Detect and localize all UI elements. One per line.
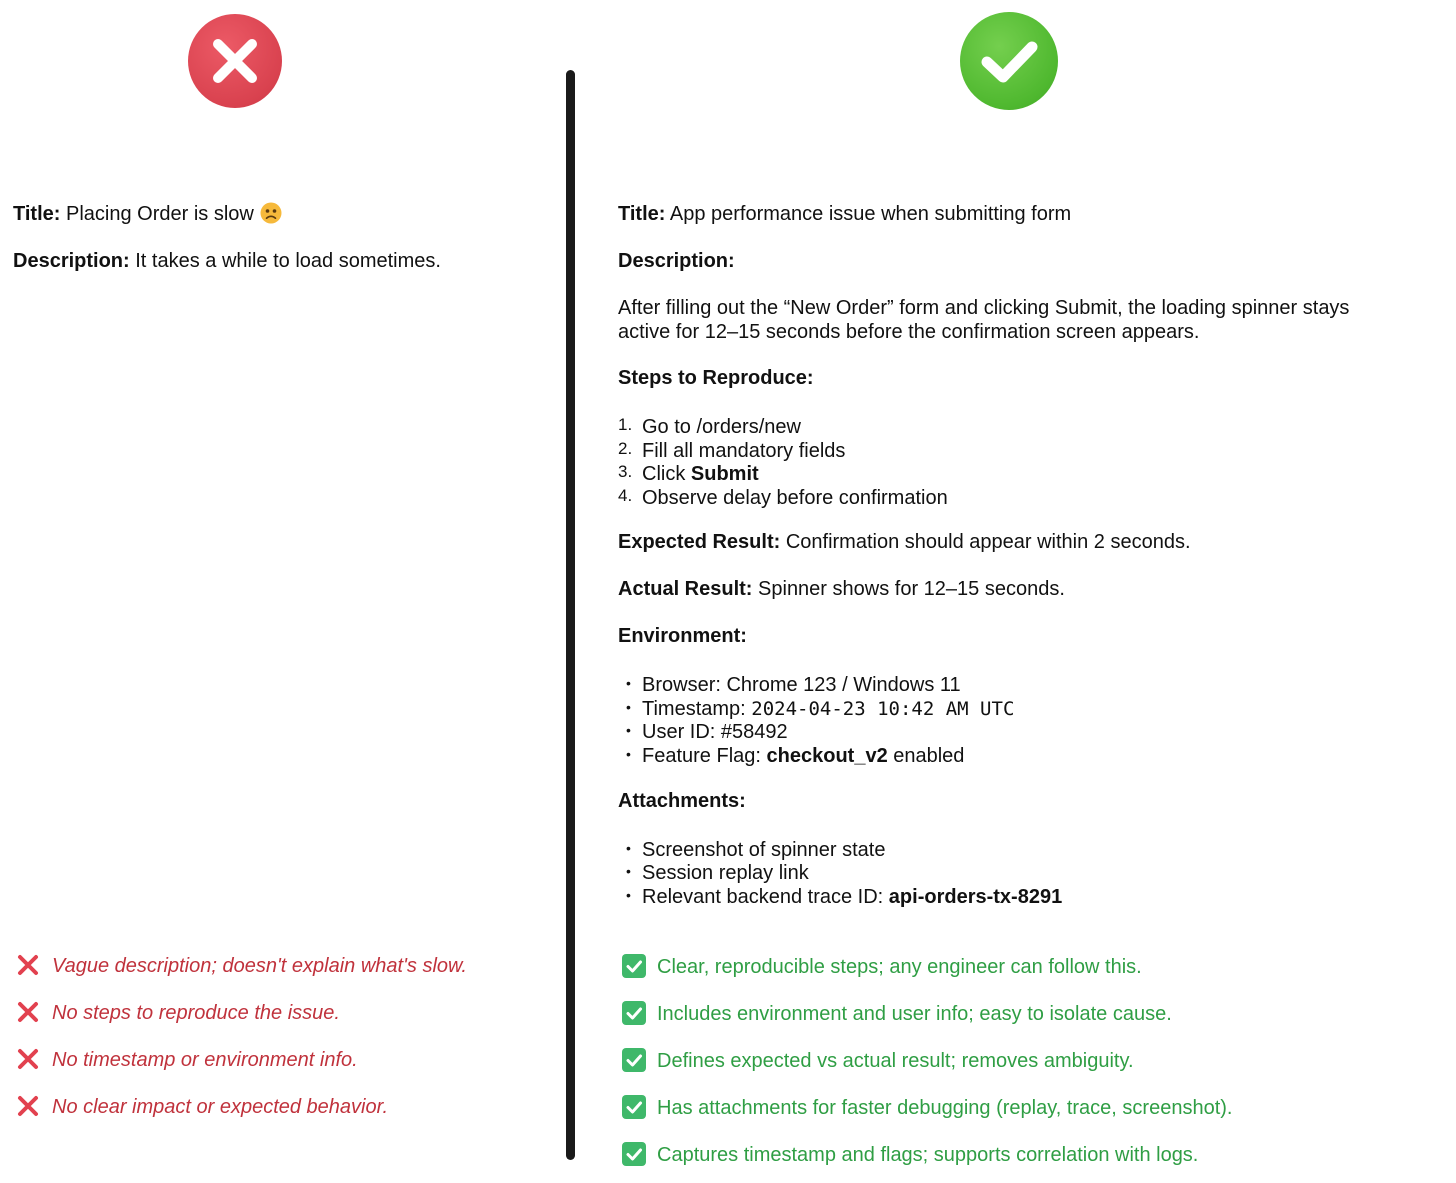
cross-circle-icon bbox=[188, 14, 282, 108]
environment-item: • Feature Flag: checkout_v2 enabled bbox=[626, 745, 965, 767]
steps-heading: Steps to Reproduce: bbox=[618, 367, 814, 389]
red-x-icon bbox=[16, 1000, 40, 1024]
bad-report-description: Description: It takes a while to load sometimes. bbox=[13, 250, 441, 272]
step-item: 4. Observe delay before confirmation bbox=[618, 486, 948, 509]
green-check-box-icon bbox=[622, 954, 646, 978]
green-check-box-icon bbox=[622, 1048, 646, 1072]
good-report-title: Title: App performance issue when submitting form bbox=[618, 203, 1072, 225]
environment-item: • Browser: Chrome 123 / Windows 11 bbox=[626, 674, 961, 696]
benefit-item: Captures timestamp and flags; supports correlation with logs. bbox=[622, 1142, 1198, 1168]
bad-report-title: Title: Placing Order is slow bbox=[13, 202, 282, 226]
red-x-icon bbox=[16, 1094, 40, 1118]
step-item: 2. Fill all mandatory fields bbox=[618, 439, 846, 462]
attachment-item: • Relevant backend trace ID: api-orders-tx-8291 bbox=[626, 886, 1063, 908]
environment-item: • Timestamp: 2024-04-23 10:42 AM UTC bbox=[626, 698, 1015, 720]
attachment-item: • Session replay link bbox=[626, 862, 809, 884]
green-check-box-icon bbox=[622, 1095, 646, 1119]
step-item: 1. Go to /orders/new bbox=[618, 415, 801, 438]
environment-item: • User ID: #58492 bbox=[626, 721, 788, 743]
red-x-icon bbox=[16, 953, 40, 977]
benefit-item: Defines expected vs actual result; removes ambiguity. bbox=[622, 1048, 1134, 1074]
issue-item: No steps to reproduce the issue. bbox=[16, 1000, 340, 1026]
check-circle-icon bbox=[960, 12, 1058, 110]
attachments-heading: Attachments: bbox=[618, 790, 746, 812]
benefit-item: Includes environment and user info; easy to isolate cause. bbox=[622, 1001, 1172, 1027]
issue-item: No clear impact or expected behavior. bbox=[16, 1094, 388, 1120]
green-check-box-icon bbox=[622, 1001, 646, 1025]
benefit-item: Clear, reproducible steps; any engineer can follow this. bbox=[622, 954, 1142, 980]
step-item: 3. Click Submit bbox=[618, 462, 759, 485]
issue-item: No timestamp or environment info. bbox=[16, 1047, 358, 1073]
actual-result: Actual Result: Spinner shows for 12–15 seconds. bbox=[618, 578, 1065, 600]
expected-result: Expected Result: Confirmation should appear within 2 seconds. bbox=[618, 531, 1191, 553]
green-check-box-icon bbox=[622, 1142, 646, 1166]
column-divider bbox=[566, 70, 575, 1160]
red-x-icon bbox=[16, 1047, 40, 1071]
environment-heading: Environment: bbox=[618, 625, 747, 647]
description-line-2: active for 12–15 seconds before the confirmation screen appears. bbox=[618, 321, 1200, 343]
description-heading: Description: bbox=[618, 250, 735, 272]
issue-item: Vague description; doesn't explain what's slow. bbox=[16, 953, 467, 979]
description-line-1: After filling out the “New Order” form and clicking Submit, the loading spinner stays bbox=[618, 297, 1350, 319]
benefit-item: Has attachments for faster debugging (replay, trace, screenshot). bbox=[622, 1095, 1232, 1121]
frowning-face-icon bbox=[260, 202, 282, 224]
attachment-item: • Screenshot of spinner state bbox=[626, 839, 886, 861]
